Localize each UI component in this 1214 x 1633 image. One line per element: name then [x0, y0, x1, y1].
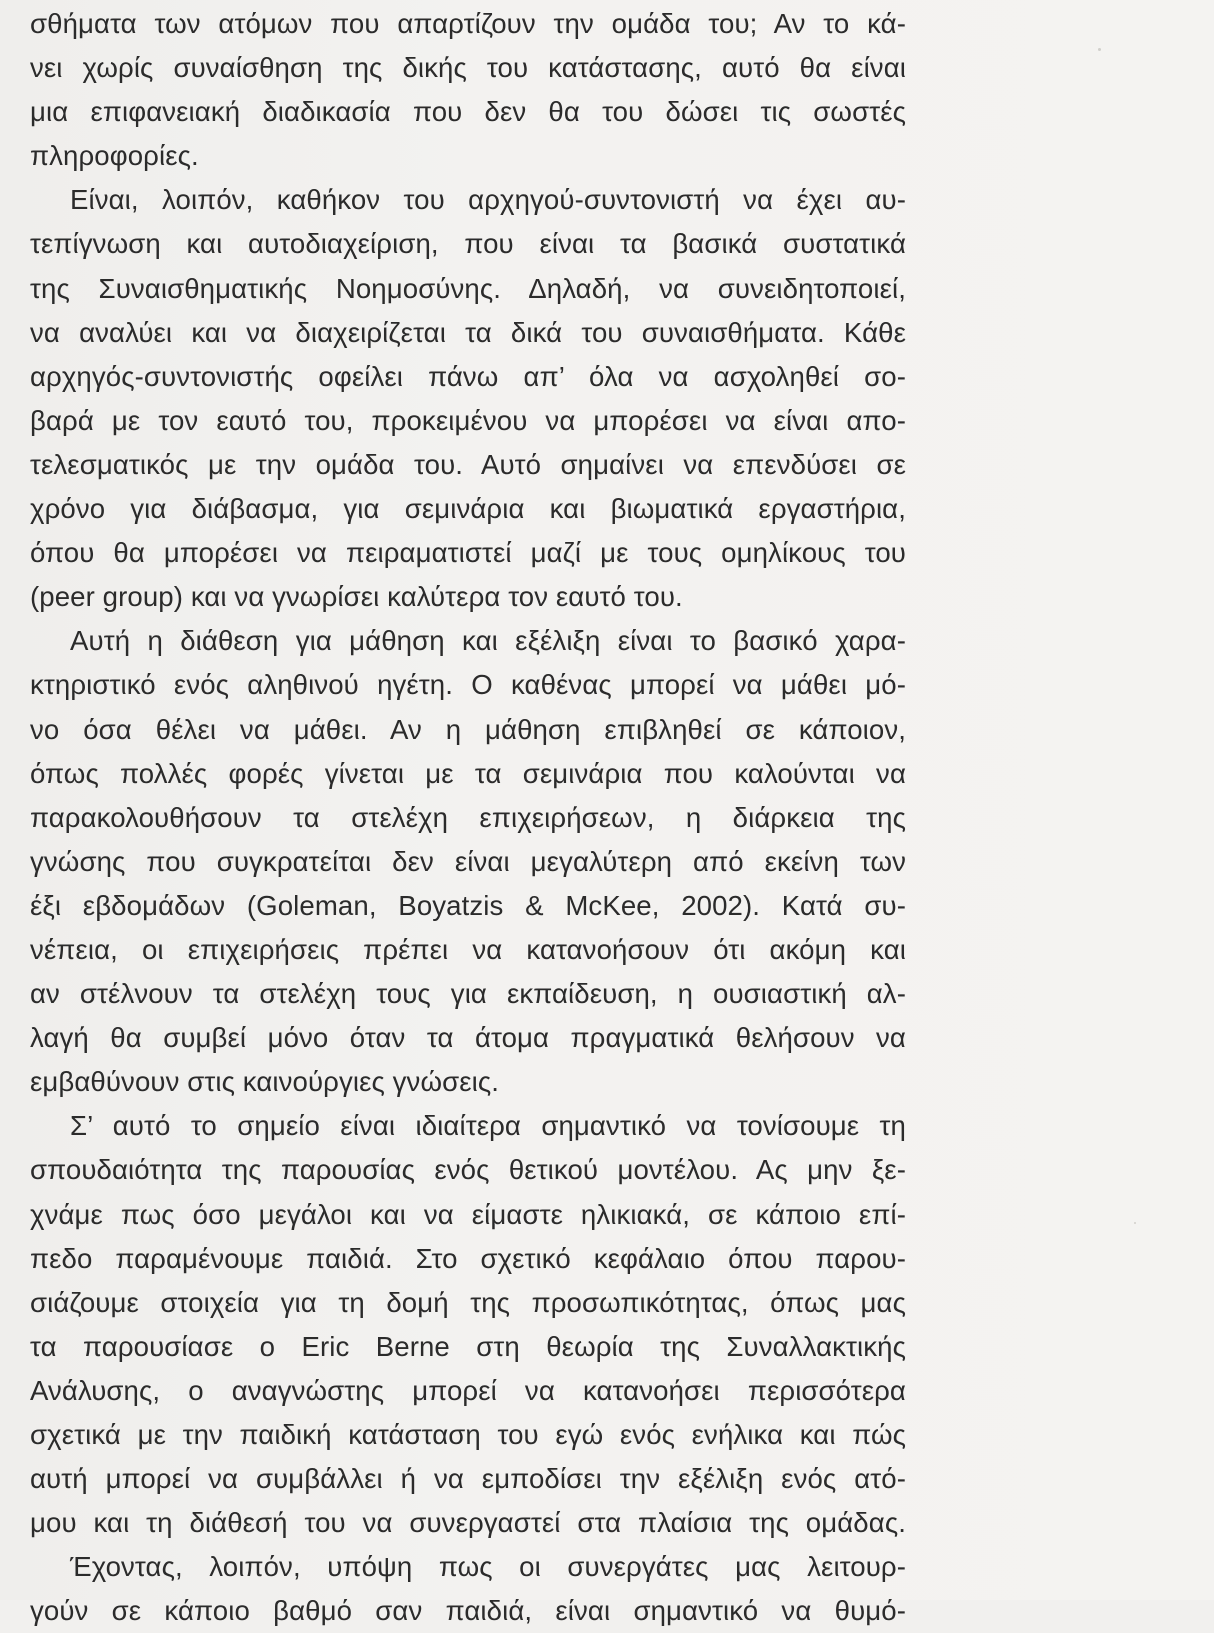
- text-line: να αναλύει και να διαχειρίζεται τα δικά του συναισθήματα. Κάθε: [30, 316, 906, 348]
- text-line: εμβαθύνουν στις καινούργιες γνώσεις.: [30, 1066, 500, 1098]
- scan-speck: [1134, 1222, 1136, 1224]
- text-line: νέπεια, οι επιχειρήσεις πρέπει να κατανοήσουν ότι ακόμη και: [30, 933, 906, 965]
- text-line: αρχηγός-συντονιστής οφείλει πάνω απ’ όλα να ασχοληθεί σο-: [30, 360, 906, 392]
- text-line: σιάζουμε στοιχεία για τη δομή της προσωπικότητας, όπως μας: [30, 1286, 906, 1318]
- paragraph-5: [30, 1545, 906, 1633]
- text-line: αν στέλνουν τα στελέχη τους για εκπαίδευση, η ουσιαστική αλ-: [30, 978, 906, 1010]
- text-line: τα παρουσίασε ο Eric Berne στη θεωρία της Συναλλακτικής: [30, 1330, 906, 1362]
- text-line: έξι εβδομάδων (Goleman, Boyatzis & McKee, 2002). Κατά συ-: [30, 889, 906, 921]
- text-line: σθήματα των ατόμων που απαρτίζουν την ομάδα του; Αν το κά-: [30, 8, 906, 39]
- text-line: μια επιφανειακή διαδικασία που δεν θα του δώσει τις σωστές: [30, 96, 906, 128]
- text-line: τελεσματικός με την ομάδα του. Αυτό σημαίνει να επενδύσει σε: [30, 448, 906, 480]
- text-line: αυτή μπορεί να συμβάλλει ή να εμποδίσει την εξέλιξη ενός ατό-: [30, 1463, 906, 1495]
- text-line: παρακολουθήσουν τα στελέχη επιχειρήσεων, η διάρκεια της: [30, 801, 906, 833]
- text-line: της Συναισθηματικής Νοημοσύνης. Δηλαδή, να συνειδητοποιεί,: [30, 272, 906, 304]
- scan-speck: [1098, 48, 1101, 51]
- text-line: κτηριστικό ενός αληθινού ηγέτη. Ο καθένας μπορεί να μάθει μό-: [30, 669, 906, 701]
- text-line: Ανάλυσης, ο αναγνώστης μπορεί να κατανοήσει περισσότερα: [30, 1374, 906, 1406]
- text-line: σπουδαιότητα της παρουσίας ενός θετικού μοντέλου. Ας μην ξε-: [30, 1154, 906, 1186]
- text-line: όπου θα μπορέσει να πειραματιστεί μαζί με τους ομηλίκους του: [30, 537, 906, 569]
- text-line: Αυτή η διάθεση για μάθηση και εξέλιξη είναι το βασικό χαρα-: [70, 625, 906, 657]
- body-text: [30, 2, 906, 1633]
- text-line: Είναι, λοιπόν, καθήκον του αρχηγού-συντονιστή να έχει αυ-: [70, 184, 906, 216]
- text-line: βαρά με τον εαυτό του, προκειμένου να μπορέσει να είναι απο-: [30, 404, 906, 436]
- text-line: λαγή θα συμβεί μόνο όταν τα άτομα πραγματικά θελήσουν να: [30, 1022, 906, 1054]
- text-line: χρόνο για διάβασμα, για σεμινάρια και βιωματικά εργαστήρια,: [30, 493, 906, 525]
- text-line: γούν σε κάποιο βαθμό σαν παιδιά, είναι σημαντικό να θυμό-: [30, 1595, 906, 1627]
- text-line: (peer group) και να γνωρίσει καλύτερα τον εαυτό του.: [30, 581, 683, 613]
- text-line: χνάμε πως όσο μεγάλοι και να είμαστε ηλικιακά, σε κάποιο επί-: [30, 1198, 906, 1230]
- text-line: σχετικά με την παιδική κατάσταση του εγώ ενός ενήλικα και πώς: [30, 1419, 906, 1450]
- text-line: Έχοντας, λοιπόν, υπόψη πως οι συνεργάτες μας λειτουρ-: [70, 1551, 906, 1583]
- text-line: μου και τη διάθεσή του να συνεργαστεί στα πλαίσια της ομάδας.: [30, 1507, 906, 1539]
- paragraph-2: [30, 178, 906, 619]
- text-line: Σ’ αυτό το σημείο είναι ιδιαίτερα σημαντικό να τονίσουμε τη: [70, 1110, 906, 1142]
- text-line: γνώσης που συγκρατείται δεν είναι μεγαλύτερη από εκείνη των: [30, 845, 906, 877]
- text-line: πεδο παραμένουμε παιδιά. Στο σχετικό κεφάλαιο όπου παρου-: [30, 1242, 906, 1274]
- paragraph-4: [30, 1104, 906, 1545]
- paragraph-3: [30, 619, 906, 1104]
- text-line: νο όσα θέλει να μάθει. Αν η μάθηση επιβληθεί σε κάποιον,: [30, 713, 906, 745]
- text-line: όπως πολλές φορές γίνεται με τα σεμινάρια που καλούνται να: [30, 757, 906, 789]
- paragraph-1: [30, 2, 906, 178]
- text-line: νει χωρίς συναίσθηση της δικής του κατάστασης, αυτό θα είναι: [30, 52, 906, 84]
- text-line: τεπίγνωση και αυτοδιαχείριση, που είναι τα βασικά συστατικά: [30, 228, 906, 260]
- text-line: πληροφορίες.: [30, 140, 199, 172]
